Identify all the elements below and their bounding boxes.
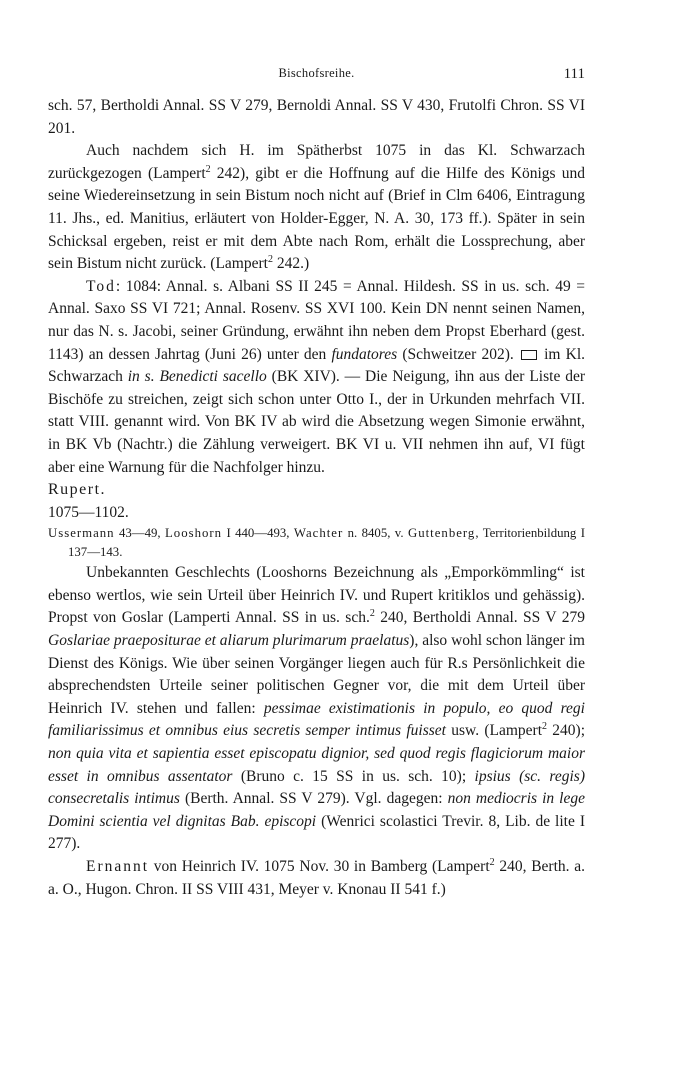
p5-a: von Heinrich IV. 1075 Nov. 30 in Bamberg (Lampert — [149, 858, 490, 875]
tod-label: Tod — [86, 277, 116, 295]
footnote-sup: 2 — [489, 856, 495, 868]
src-b: 43—49, — [114, 526, 165, 541]
p4-e: 240); — [547, 722, 586, 740]
p5-b: 240, Berth. a. a. O., Hugon. Chron. II SS VIII 431, Meyer v. Knonau II 541 f.) — [48, 858, 585, 898]
footnote-sup: 2 — [267, 254, 273, 265]
p1-text: sch. 57, Bertholdi Annal. SS V 279, Bernoldi Annal. SS V 430, Frutolfi Chron. SS VI 201. — [48, 97, 585, 137]
footnote-sup: 2 — [205, 163, 211, 175]
p2-c: 242.) — [272, 255, 310, 273]
paragraph-continuation — [48, 95, 585, 140]
section-title: Rupert. — [48, 481, 107, 499]
running-title: Bischofsreihe. — [278, 66, 355, 80]
paragraph-schwarzach — [48, 140, 585, 276]
p3-b: (Schweitzer 202). — [397, 345, 514, 363]
footnote-sup: 2 — [369, 608, 375, 620]
page-header — [48, 66, 585, 86]
p2-a: Auch nachdem sich H. im Spätherbst 1075 in das Kl. Schwarzach zurückgezogen (Lampert — [48, 142, 585, 182]
p4-italic-3: non quia vita et sapientia esset episcopatu dignior, sed quod regis flagiciorum maior esset in omnibus assentator — [48, 745, 585, 785]
src-ussermann: Ussermann — [48, 526, 115, 541]
p4-b: 240, Bertholdi Annal. SS V 279 — [374, 609, 585, 627]
section-years: 1075—1102. — [48, 503, 129, 521]
p4-italic-4: ipsius (sc. regis) consecretalis intimus — [48, 767, 585, 808]
paragraph-ernannt — [48, 856, 585, 901]
paragraph-rupert-origin — [48, 562, 585, 856]
p3-d: (BK XIV). — Die Neigung, ihn aus der Liste der Bischöfe zu streichen, zeigt sich schon unter Otto I., der in Urkunden mehrfach VII. statt VIII. genannt wird. Von BK IV ab wird die Absetzung wegen Simonie erwähnt, in BK Vb (Nachtr.) die Zählung verweigert. BK VI u. VII nehmen ihn auf, VI fügt aber eine Warnung für die Nachfolger hinzu. — [48, 368, 585, 476]
paragraph-tod — [48, 276, 585, 479]
p4-f: (Bruno c. 15 SS in us. sch. 10); — [232, 767, 475, 785]
p4-italic-2: pessimae existimationis in populo, eo quod regi familiarissimus et omnibus eius secretis semper intimus fuisset — [48, 699, 585, 740]
ernannt-label: Ernannt — [86, 858, 150, 875]
src-h: , Territorienbildung I 137—143. — [68, 526, 585, 560]
p4-d: usw. (Lampert — [445, 722, 543, 740]
p3-italic-2: in s. Benedicti sacello — [127, 368, 267, 386]
body-text — [48, 95, 585, 901]
p4-italic-1: Goslariae praepositurae et aliarum plurimarum praelatus — [48, 632, 410, 650]
p4-c: ), also wohl schon länger im Dienst des Königs. Wie über seinen Vorgänger liegen auch für R.s Persönlichkeit die absprechendsten Urteile seiner politischen Gegner vor, die mit dem Urteil über Heinrich IV. stehen und fallen: — [48, 632, 585, 717]
page-number: 111 — [563, 66, 585, 82]
p4-a: Unbekannten Geschlechts (Looshorns Bezeichnung als „Emporkömmling“ ist ebenso wertlos, wie sein Urteil über Heinrich IV. und Rupert kritiklos und gehässig). Propst von Goslar (Lamperti Annal. SS in us. sch. — [48, 564, 585, 627]
p2-b: 242), gibt er die Hoffnung auf die Hilfe des Königs und seine Wiedereinsetzung in sein Bistum noch nicht auf (Brief in Clm 6406, Eintragung 11. Jhs., ed. Manitius, erläutert von Holder-Egger, N. A. 30, 173 ff.). Später in sein Schicksal ergeben, reist er mit dem Abte nach Rom, erhält die Lossprechung, aber sein Bistum nicht zurück. (Lampert — [48, 164, 585, 273]
p3-a: : 1084: Annal. s. Albani SS II 245 = Annal. Hildesh. SS in us. sch. 49 = Annal. Saxo SS VI 721; Annal. Rosenv. SS XVI 100. Kein DN nennt seinen Namen, nur das N. s. Jacobi, seiner Gründung, erwähnt ihn neben dem Propst Eberhard (gest. 1143) an dessen Jahrtag (Juni 26) unter den — [48, 277, 585, 363]
p3-c: im Kl. Schwarzach — [48, 345, 586, 386]
p4-italic-5: non mediocris in lege Domini scientia vel dignitas Bab. episcopi — [48, 790, 585, 830]
p3-italic-1: fundatores — [331, 345, 398, 363]
sources-note — [48, 524, 585, 562]
src-guttenberg: Guttenberg — [407, 526, 476, 541]
src-d: I 440—493, — [222, 526, 294, 541]
p4-g: (Berth. Annal. SS V 279). Vgl. dagegen: — [179, 790, 448, 808]
grave-symbol-icon — [521, 350, 537, 360]
src-f: n. 8405, v. — [343, 526, 408, 541]
footnote-sup: 2 — [542, 721, 548, 733]
src-wachter: Wachter — [293, 526, 344, 541]
src-looshorn: Looshorn — [164, 526, 223, 541]
p4-h: (Wenrici scolastici Trevir. 8, Lib. de lite I 277). — [48, 812, 585, 853]
